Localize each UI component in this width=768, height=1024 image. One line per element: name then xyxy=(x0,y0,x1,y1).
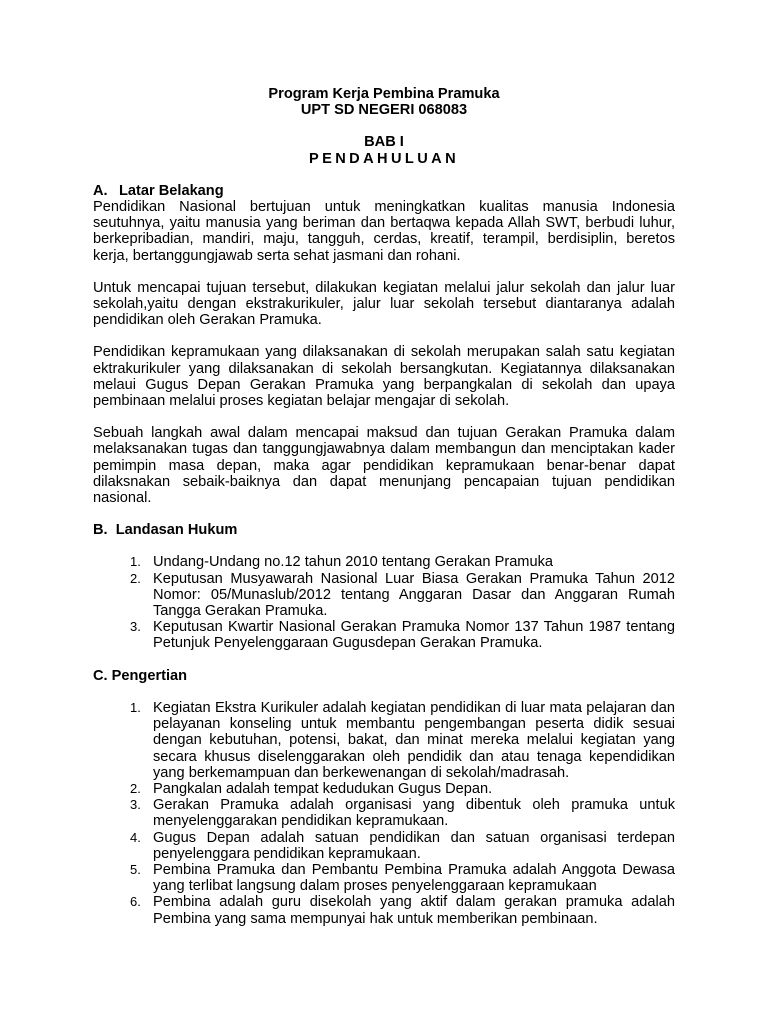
list-number: 3. xyxy=(130,797,141,813)
chapter-title: PENDAHULUAN xyxy=(308,150,460,167)
list-item-text: Pangkalan adalah tempat kedudukan Gugus Depan. xyxy=(153,780,493,797)
list-number: 1. xyxy=(130,699,141,715)
section-b-heading xyxy=(93,522,675,538)
list-item xyxy=(93,571,675,620)
list-number: 4. xyxy=(130,829,141,845)
list-item xyxy=(93,830,675,862)
list-number: 3. xyxy=(130,619,141,635)
paragraph-1: Pendidikan Nasional bertujuan untuk meningkatkan kualitas manusia Indonesia seutuhnya, yaitu manusia yang beriman dan bertaqwa kepada Allah SWT, berbudi luhur, berkepribadian, mandiri, maju, tangguh, cerdas, kreatif, terampil, berdisiplin, beretos kerja, bertanggungjawab serta sehat jasmani dan rohani. xyxy=(93,199,675,264)
section-a-letter: A. xyxy=(93,182,108,199)
list-item xyxy=(93,797,675,829)
definitions-list xyxy=(93,700,675,927)
section-c-heading xyxy=(93,668,675,684)
paragraph-3: Pendidikan kepramukaan yang dilaksanakan di sekolah merupakan salah satu kegiatan ektrakurikuler yang dilaksanakan di sekolah bersangkutan. Kegiatannya dilaksanakan melaui Gugus Depan Gerakan Pramuka yang berpangkalan di sekolah dan upaya pembinaan melalui proses kegiatan belajar mengajar di sekolah. xyxy=(93,344,675,410)
paragraph-2: Untuk mencapai tujuan tersebut, dilakukan kegiatan melalui jalur sekolah dan jalur luar sekolah,yaitu dengan ekstrakurikuler, jalur luar sekolah tersebut diantaranya adalah pendidikan oleh Gerakan Pramuka. xyxy=(93,279,675,329)
list-item xyxy=(93,862,675,894)
list-number: 6. xyxy=(130,894,141,910)
list-item-text: Kegiatan Ekstra Kurikuler adalah kegiatan pendidikan di luar mata pelajaran dan pelayanan konseling untuk membantu pengembangan peserta didik sesuai dengan kebutuhan, potensi, bakat, dan minat mereka melalui kegiatan yang secara khusus diselenggarakan oleh pendidik dan atau tenaga kependidikan yang berkemampuan dan berkewenangan di sekolah/madrasah. xyxy=(153,699,675,781)
list-item-text: Undang-Undang no.12 tahun 2010 tentang Gerakan Pramuka xyxy=(153,554,553,571)
list-item xyxy=(93,554,675,570)
list-item-text: Pembina adalah guru disekolah yang aktif dalam gerakan pramuka adalah Pembina yang sama mempunyai hak untuk memberikan pembinaan. xyxy=(153,894,675,927)
section-c-letter: C. xyxy=(93,667,108,684)
list-item-text: Gugus Depan adalah satuan pendidikan dan satuan organisasi terdepan penyelenggara pendidikan kepramukaan. xyxy=(153,829,675,862)
section-b-title: Landasan Hukum xyxy=(115,522,238,539)
paragraph-4: Sebuah langkah awal dalam mencapai maksud dan tujuan Gerakan Pramuka dalam melaksanakan tugas dan tanggungjawabnya dalam membangun dan menciptakan kader pemimpin masa depan, maka agar pendidikan kepramukaan benar-benar dapat dilaksnakan sebaik-baiknya dan dapat menunjang pencapaian tujuan pendidikan nasional. xyxy=(93,425,675,507)
list-item-text: Keputusan Musyawarah Nasional Luar Biasa Gerakan Pramuka Tahun 2012 Nomor: 05/Munaslub/2012 tentang Anggaran Dasar dan Anggaran Rumah Tangga Gerakan Pramuka. xyxy=(153,570,675,620)
list-item-text: Pembina Pramuka dan Pembantu Pembina Pramuka adalah Anggota Dewasa yang terlibat langsung dalam proses penyelenggaraan kepramukaan xyxy=(153,861,675,895)
school-name: UPT SD NEGERI 068083 xyxy=(300,102,468,119)
section-c-title: Pengertian xyxy=(111,667,188,684)
list-number: 5. xyxy=(130,861,141,877)
list-item xyxy=(93,894,675,926)
list-item xyxy=(93,781,675,797)
section-a-heading xyxy=(93,183,675,199)
chapter-number: BAB I xyxy=(364,134,404,151)
list-number: 1. xyxy=(130,554,141,570)
section-a-title: Latar Belakang xyxy=(119,182,224,199)
list-number: 2. xyxy=(130,780,141,796)
list-item-text: Gerakan Pramuka adalah organisasi yang dibentuk oleh pramuka untuk menyelenggarakan pendidikan kepramukaan. xyxy=(153,797,675,830)
legal-basis-list xyxy=(93,554,675,651)
list-item xyxy=(93,700,675,781)
list-number: 2. xyxy=(130,570,141,586)
document-title: Program Kerja Pembina Pramuka xyxy=(268,86,500,102)
list-item xyxy=(93,619,675,651)
list-item-text: Keputusan Kwartir Nasional Gerakan Pramuka Nomor 137 Tahun 1987 tentang Petunjuk Penyelenggaraan Gugusdepan Gerakan Pramuka. xyxy=(153,619,675,652)
document-page xyxy=(93,86,675,927)
section-b-letter: B. xyxy=(93,522,108,539)
